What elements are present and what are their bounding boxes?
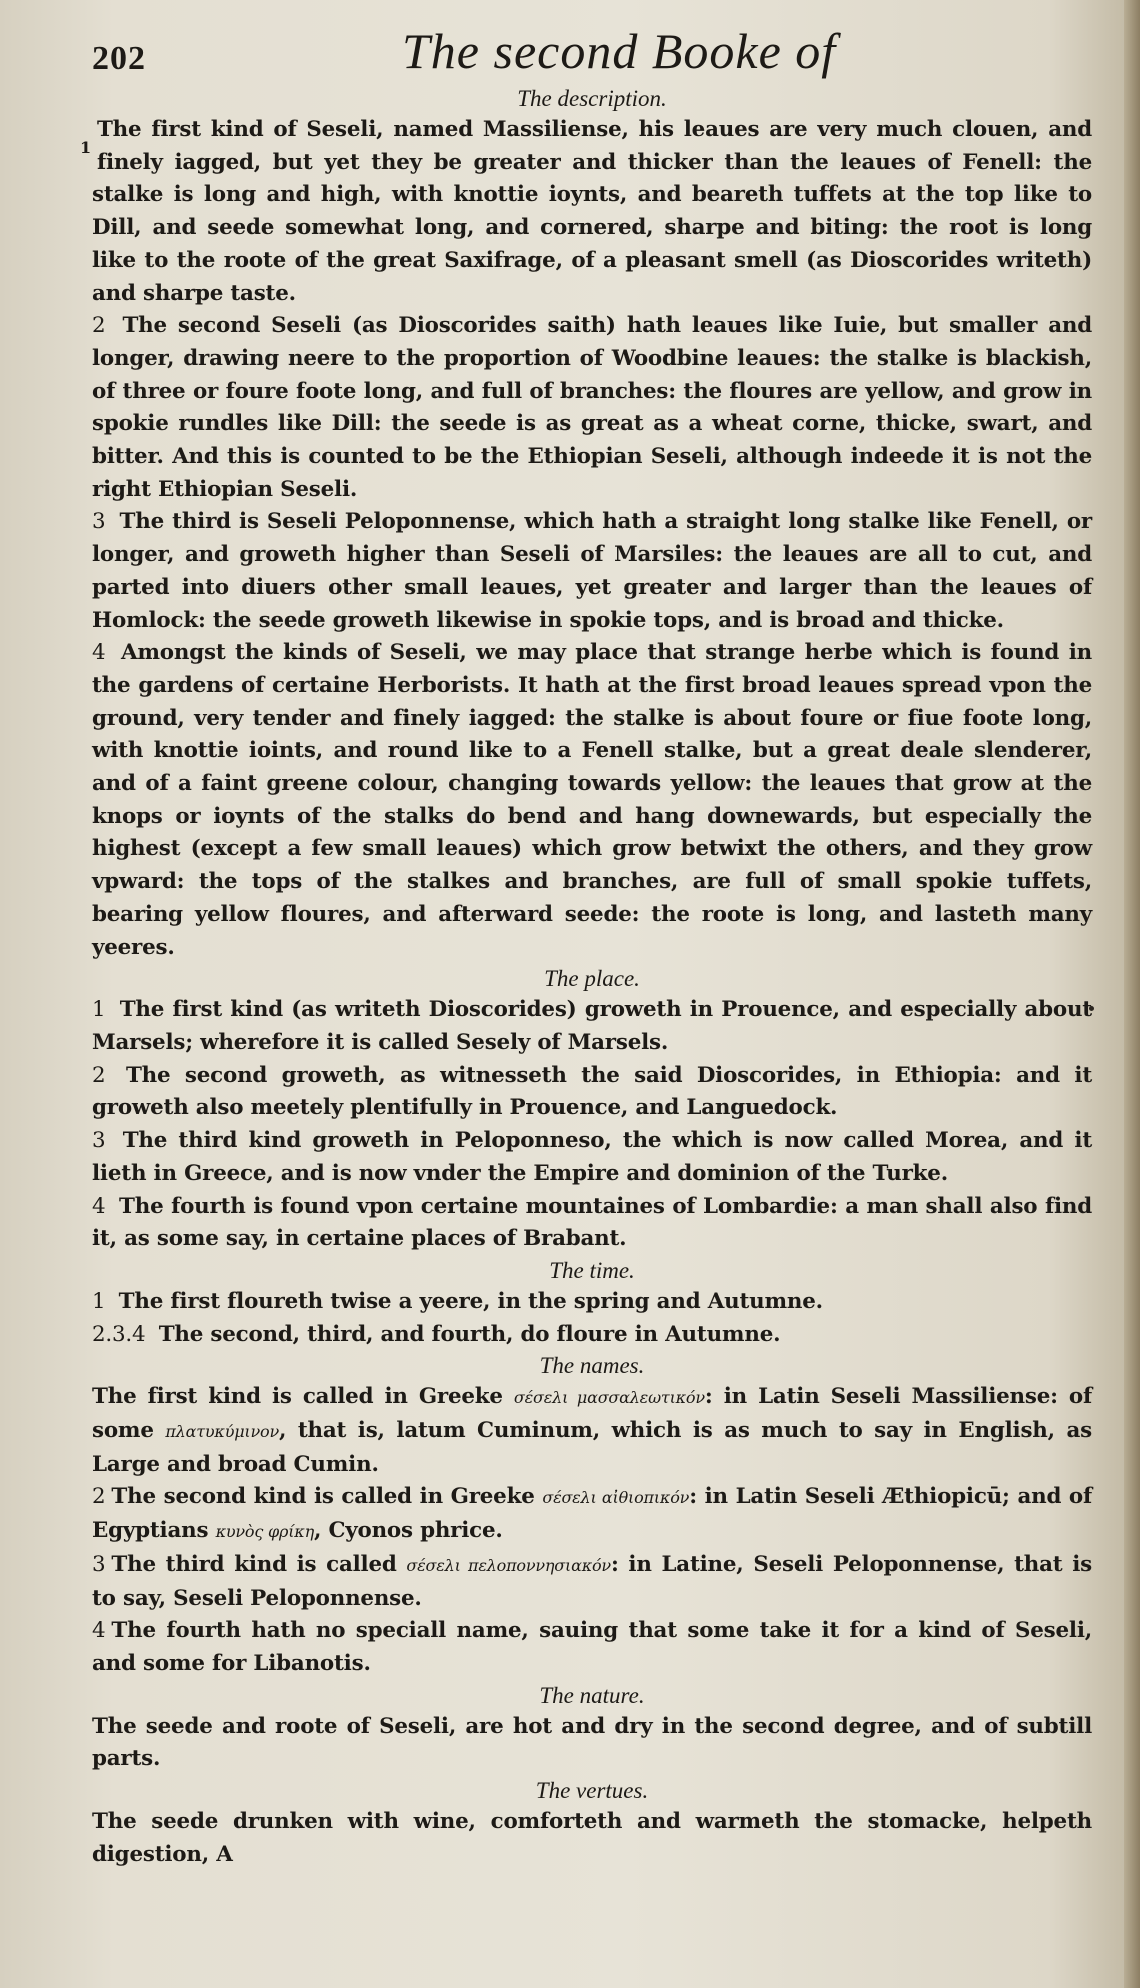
greek-term: πλατυκύμινον	[165, 1422, 279, 1442]
paragraph-text: , that is, latum Cuminum, which is as much to say in English, as Large and broad Cumin.	[92, 1418, 1092, 1477]
paragraph-number: 1	[92, 997, 106, 1023]
paragraph-text: The third is Seseli Peloponnense, which hath a straight long stalke like Fenell, or longer, and groweth higher than Seseli of Marsiles: the leaues are all to cut, and parted into diuers other small leaues, yet greater and larger than the leaues of Homlock: the seede groweth likewise in spokie tops, and is broad and thicke.	[92, 509, 1093, 633]
page-edge-shadow	[1124, 0, 1140, 1988]
paragraph-text: The second kind is called in Greeke	[111, 1484, 543, 1510]
paragraph-text: Amongst the kinds of Seseli, we may place that strange herbe which is found in the gardens of certaine Herborists. It hath at the first broad leaues spread vpon the ground, very tender and finely iagged: the stalke is about foure or fiue foote long, with knottie ioints, and round like to a Fenell stalke, but a great deale slenderer, and of a faint greene colour, changing towards yellow: the leaues that grow at the knops or ioynts of the stalks do bend and hang downewards, but especially the highest (except a few small leaues) which grow betwixt the others, and they grow vpward: the tops of the stalkes and branches, are full of small spokie tuffets, bearing yellow floures, and afterward seede: the roote is long, and lasteth many yeeres.	[92, 640, 1092, 960]
paragraph-number: 3	[92, 509, 106, 535]
section-heading-nature: The nature.	[539, 1682, 645, 1708]
description-paragraph-4	[92, 637, 1092, 964]
paragraph-number: 4	[92, 640, 106, 666]
paragraph-text: The third kind groweth in Peloponneso, the which is now called Morea, and it lieth in Greece, and is now vnder the Empire and dominion of the Turke.	[92, 1128, 1092, 1186]
paragraph-number: 2.3.4	[92, 1321, 146, 1347]
greek-term: σέσελι αἰθιοπικόν	[542, 1488, 690, 1508]
names-paragraph-1	[92, 1381, 1092, 1481]
nature-paragraph: The seede and roote of Seseli, are hot and dry in the second degree, and of subtill parts.	[92, 1713, 1092, 1772]
paragraph-text: The third kind is called	[111, 1551, 407, 1577]
paragraph-text: : in Latine, Seseli Peloponnense, that is to say, Seseli Peloponnense.	[92, 1551, 1092, 1611]
description-paragraph-2	[92, 310, 1092, 506]
place-paragraph-2	[92, 1060, 1092, 1125]
paragraph-number: 3	[92, 1551, 106, 1577]
time-paragraph-2	[92, 1319, 1092, 1352]
paragraph-text: : in Latin Seseli Massiliense: of some	[92, 1384, 1093, 1444]
paragraph-text: The seede drunken with wine, comforteth and warmeth the stomacke, helpeth digestion,	[92, 1809, 1092, 1867]
paragraph-text: The second Seseli (as Dioscorides saith) hath leaues like Iuie, but smaller and longer, drawing neere to the proportion of Woodbine leaues: the stalke is blackish, of three or foure foote long, and full of branches: the floures are yellow, and grow in spokie rundles like Dill: the seede is as great as a wheat corne, thicke, swart, and bitter. And this is counted to be the Ethiopian Seseli, although indeede it is not the right Ethiopian Seseli.	[92, 313, 1092, 502]
section-heading-vertues: The vertues.	[535, 1778, 649, 1804]
paragraph-text: : in Latin Seseli Æthiopicū; and of Egyptians	[92, 1484, 1092, 1544]
names-paragraph-2	[92, 1481, 1092, 1548]
names-paragraph-3	[92, 1549, 1092, 1615]
paragraph-text: The first floureth twise a yeere, in the spring and Autumne.	[118, 1288, 823, 1314]
paragraph-number: 2	[92, 313, 106, 339]
paragraph-text: The first kind of Seseli, named Massiliense, his leaues are very much clouen, and finely iagged, but yet they be greater and thicker than the leaues of Fenell: the stalke is long and high, with knottie ioynts, and beareth tuffets at the top like to Dill, and seede somewhat long, and cornered, sharpe and biting: the root is long like to the roote of the great Saxifrage, of a pleasant smell (as Dioscorides writeth) and sharpe taste.	[92, 117, 1092, 306]
page-header	[92, 18, 1092, 84]
description-paragraph-3	[92, 506, 1092, 637]
paragraph-number: 1	[80, 138, 91, 157]
running-title: The second Booke of	[402, 23, 837, 79]
place-paragraph-4	[92, 1191, 1092, 1256]
place-paragraph-3	[92, 1125, 1092, 1190]
paragraph-text: The fourth is found vpon certaine mountaines of Lombardie: a man shall also find it, as some say, in certaine places of Brabant.	[92, 1193, 1093, 1252]
paragraph-number: 1	[92, 1288, 106, 1314]
description-paragraph-1	[80, 114, 1092, 310]
paragraph-text: The first kind is called in Greeke	[92, 1384, 514, 1410]
marginal-letter: A	[216, 1841, 233, 1867]
paragraph-text: The second, third, and fourth, do floure in Autumne.	[158, 1321, 781, 1347]
paragraph-text: , Cyonos phrice.	[313, 1518, 503, 1544]
names-paragraph-4	[92, 1615, 1092, 1680]
page-content	[80, 18, 1093, 1871]
place-paragraph-1	[92, 994, 1092, 1059]
greek-term: σέσελι πελοποννησιακόν	[406, 1555, 611, 1575]
section-heading-place: The place.	[544, 966, 640, 992]
paragraph-number: 2	[92, 1062, 106, 1088]
paragraph-number: 4	[92, 1193, 106, 1219]
greek-term: κυνὸς φρίκη	[215, 1522, 314, 1542]
paragraph-text: The fourth hath no speciall name, sauing that some take it for a kind of Seseli, and some for Libanotis.	[92, 1618, 1092, 1676]
paragraph-number: 2	[92, 1484, 106, 1510]
vertues-paragraph	[92, 1806, 1092, 1871]
paragraph-number: 3	[92, 1128, 106, 1154]
paragraph-text: The first kind (as writeth Dioscorides) groweth in Prouence, and especially about Marsels; wherefore it is called Sesely of Marsels.	[92, 997, 1092, 1055]
section-heading-time: The time.	[549, 1257, 635, 1283]
page-number: 202	[92, 40, 146, 77]
paragraph-text: The second groweth, as witnesseth the said Dioscorides, in Ethiopia: and it groweth also meetely plentifully in Prouence, and Languedock.	[92, 1062, 1092, 1121]
section-heading-names: The names.	[539, 1353, 645, 1379]
section-heading-description: The description.	[517, 86, 667, 111]
time-paragraph-1	[92, 1286, 1092, 1319]
greek-term: σέσελι μασσαλεωτικόν	[513, 1388, 705, 1408]
paragraph-number: 4	[92, 1618, 106, 1644]
